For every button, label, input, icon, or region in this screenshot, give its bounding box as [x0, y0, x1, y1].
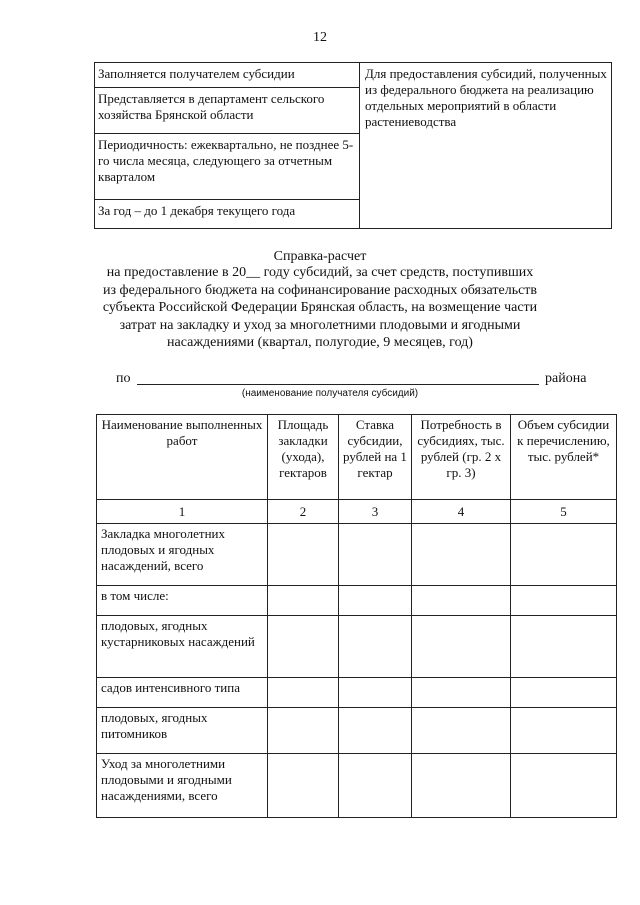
filled-by-cell: Заполняется получателем субсидии	[95, 63, 360, 88]
table-cell[interactable]	[339, 616, 412, 678]
table-row	[97, 616, 617, 678]
table-cell[interactable]	[511, 678, 617, 708]
row-label: садов интенсивного типа	[97, 678, 268, 708]
table-cell[interactable]	[511, 524, 617, 586]
table-cell[interactable]	[412, 754, 511, 818]
table-cell[interactable]	[339, 524, 412, 586]
recipient-line	[0, 369, 640, 389]
table-cell[interactable]	[268, 586, 339, 616]
page-number: 12	[313, 30, 327, 45]
column-number: 2	[268, 500, 339, 524]
recipient-fill-line[interactable]	[137, 384, 539, 385]
table-cell[interactable]	[511, 708, 617, 754]
table-row	[97, 524, 617, 586]
table-cell[interactable]	[268, 524, 339, 586]
table-row	[97, 708, 617, 754]
header-work-name: Наименование выполненных работ	[97, 415, 268, 500]
column-number-row	[97, 500, 617, 524]
header-need: Потребность в субсидиях, тыс. рублей (гр. 2 х гр. 3)	[412, 415, 511, 500]
table-cell[interactable]	[412, 524, 511, 586]
table-cell[interactable]	[268, 754, 339, 818]
table-cell[interactable]	[339, 586, 412, 616]
table-cell[interactable]	[339, 754, 412, 818]
header-rate: Ставка субсидии, рублей на 1 гектар	[339, 415, 412, 500]
document-subtitle: на предоставление в 20__ году субсидий, за счет средств, поступивших из федерального бюджета на софинансирование расходных обязательств субъекта Российской Федерации Брянская область, на возмещение части затрат на закладку и уход за многолетними плодовыми и ягодными насаждениями (квартал, полугодие, 9 месяцев, год)	[102, 265, 538, 350]
recipient-prefix: по	[116, 371, 131, 386]
annual-deadline-cell: За год – до 1 декабря текущего года	[95, 200, 360, 229]
table-cell[interactable]	[339, 678, 412, 708]
table-cell[interactable]	[339, 708, 412, 754]
row-label: плодовых, ягодных питомников	[97, 708, 268, 754]
table-cell[interactable]	[412, 586, 511, 616]
table-cell[interactable]	[511, 586, 617, 616]
table-cell[interactable]	[268, 678, 339, 708]
periodicity-cell: Периодичность: ежеквартально, не позднее 5-го числа месяца, следующего за отчетным кварталом	[95, 134, 360, 200]
column-number: 4	[412, 500, 511, 524]
table-cell[interactable]	[412, 678, 511, 708]
table-row	[97, 586, 617, 616]
table-cell[interactable]	[268, 616, 339, 678]
purpose-cell: Для предоставления субсидий, полученных из федерального бюджета на реализацию отдельных мероприятий в области растениеводства	[360, 63, 612, 229]
info-box	[94, 62, 612, 229]
column-number: 1	[97, 500, 268, 524]
recipient-suffix: района	[545, 371, 587, 386]
row-label: в том числе:	[97, 586, 268, 616]
table-cell[interactable]	[268, 708, 339, 754]
table-row	[97, 678, 617, 708]
header-transfer: Объем субсидии к перечислению, тыс. рублей*	[511, 415, 617, 500]
table-row	[97, 754, 617, 818]
column-number: 3	[339, 500, 412, 524]
column-number: 5	[511, 500, 617, 524]
recipient-caption: (наименование получателя субсидий)	[241, 388, 419, 399]
document-title: Справка-расчет	[273, 249, 367, 264]
row-label: Уход за многолетними плодовыми и ягодными насаждениями, всего	[97, 754, 268, 818]
header-area: Площадь закладки (ухода), гектаров	[268, 415, 339, 500]
table-cell[interactable]	[412, 616, 511, 678]
row-label: Закладка многолетних плодовых и ягодных насаждений, всего	[97, 524, 268, 586]
table-cell[interactable]	[412, 708, 511, 754]
table-header-row	[97, 415, 617, 500]
table-cell[interactable]	[511, 616, 617, 678]
table-cell[interactable]	[511, 754, 617, 818]
calculation-table	[96, 414, 617, 818]
row-label: плодовых, ягодных кустарниковых насаждений	[97, 616, 268, 678]
submitted-to-cell: Представляется в департамент сельского хозяйства Брянской области	[95, 87, 360, 133]
